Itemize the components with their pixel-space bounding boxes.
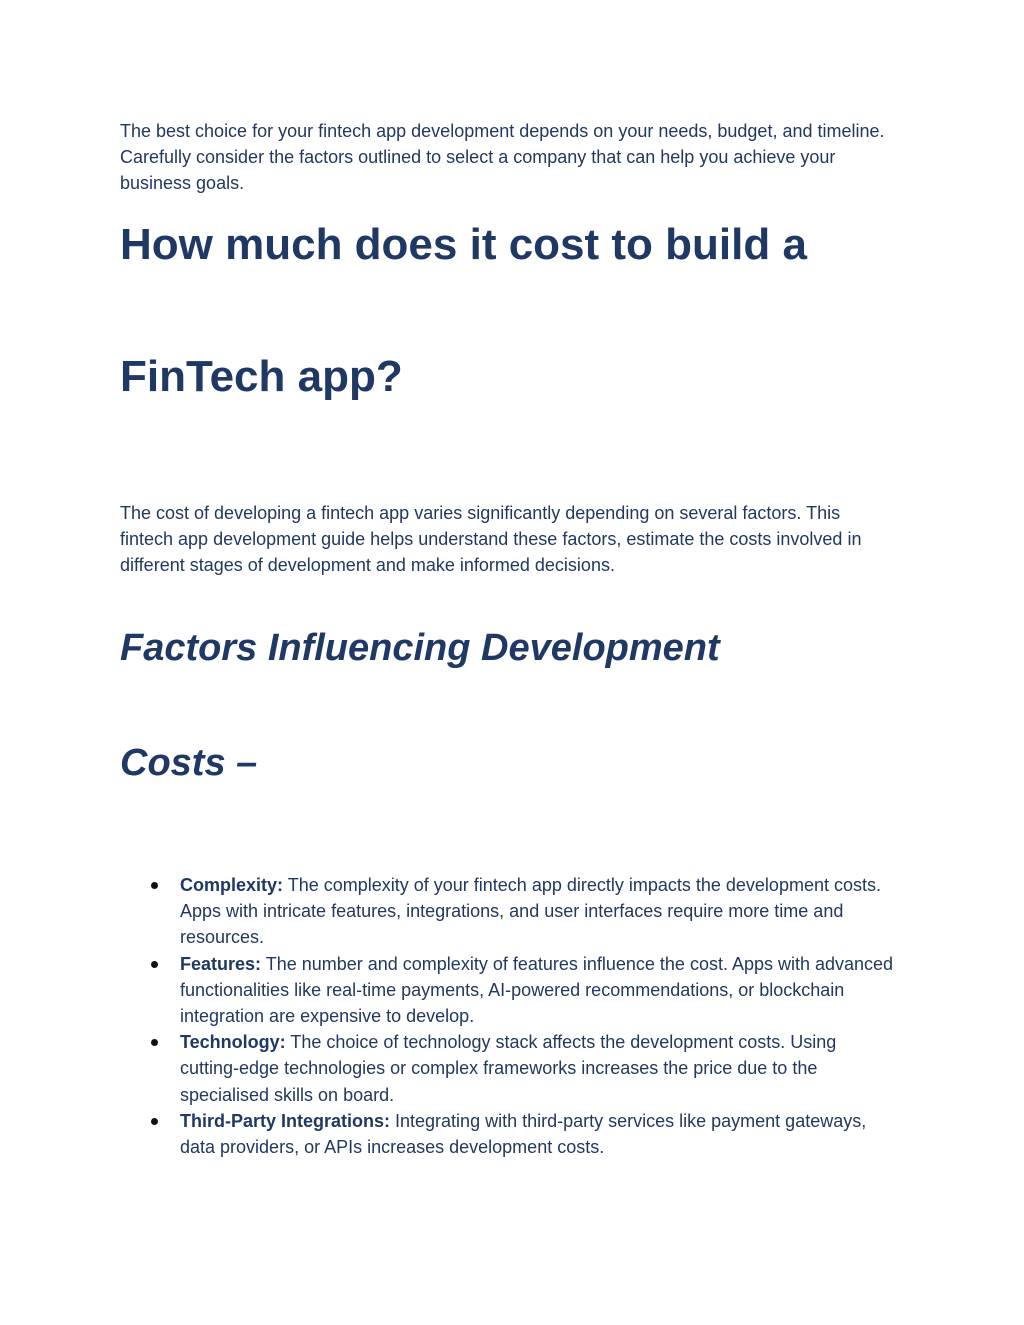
list-item	[120, 1029, 900, 1108]
factor-text: The complexity of your fintech app directly impacts the development costs. Apps with intricate features, integrations, and user interfaces require more time and resources.	[180, 875, 881, 948]
cost-paragraph: The cost of developing a fintech app varies significantly depending on several factors. This fintech app development guide helps understand these factors, estimate the costs involved in different stages of development and make informed decisions.	[120, 503, 862, 576]
list-item	[120, 951, 900, 1030]
factor-term: Complexity:	[180, 875, 284, 895]
bullet-icon	[151, 882, 158, 889]
factors-list	[120, 872, 900, 1160]
factor-term: Third-Party Integrations:	[180, 1110, 391, 1131]
factor-term: Technology:	[180, 1032, 286, 1053]
factors-heading-line-2: Costs –	[120, 742, 258, 784]
main-heading-line-2: FinTech app?	[120, 352, 403, 401]
factor-term: Features:	[180, 953, 262, 974]
list-item	[120, 1108, 900, 1160]
factor-text: The number and complexity of features influence the cost. Apps with advanced functionalities like real-time payments, AI-powered recommendations, or blockchain integration are expensive to develop.	[180, 953, 894, 1027]
factor-text: The choice of technology stack affects the development costs. Using cutting-edge technologies or complex frameworks increases the price due to the specialised skills on board.	[180, 1032, 837, 1105]
intro-paragraph: The best choice for your fintech app development depends on your needs, budget, and timeline. Carefully consider the factors outlined to select a company that can help you achieve your business goals.	[120, 121, 885, 194]
factors-heading-line-1: Factors Influencing Development	[120, 627, 720, 669]
bullet-icon	[151, 961, 158, 968]
bullet-icon	[151, 1118, 158, 1125]
factor-text: Integrating with third-party services like payment gateways, data providers, or APIs increases development costs.	[180, 1110, 867, 1158]
list-item	[120, 872, 900, 951]
main-heading-line-1: How much does it cost to build a	[120, 220, 807, 269]
bullet-icon	[151, 1039, 158, 1046]
